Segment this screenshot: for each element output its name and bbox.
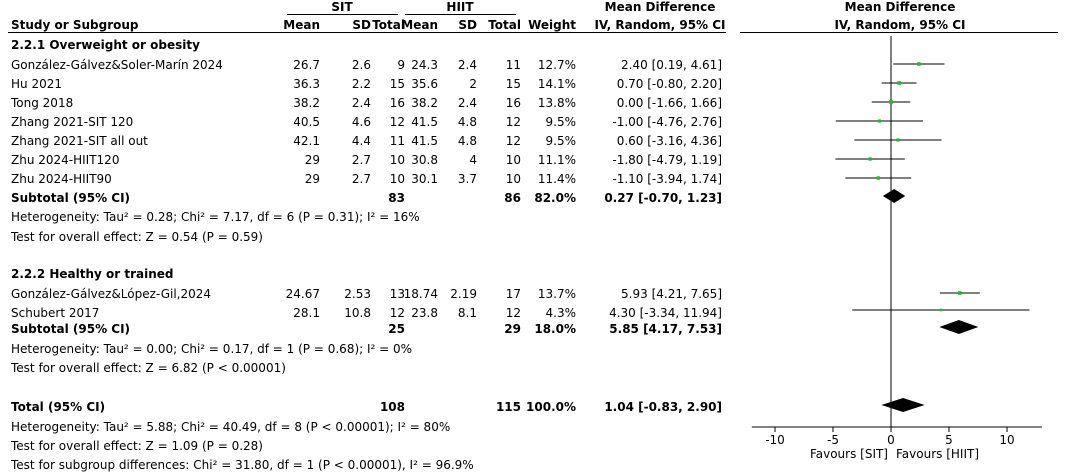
total-overall-effect-text: Test for overall effect: Z = 1.09 (P = 0.28) — [11, 439, 263, 453]
col-hiit-sd: SD — [458, 18, 477, 32]
subtotal-hiit-total: 29 — [504, 322, 521, 336]
sit-mean: 36.3 — [293, 77, 320, 91]
hiit-total: 11 — [505, 58, 521, 72]
sit-mean: 38.2 — [293, 96, 320, 110]
weight: 4.3% — [545, 306, 576, 320]
effect-ci: -1.80 [-4.79, 1.19] — [612, 153, 722, 167]
summary-diamond — [881, 398, 924, 412]
subtotal-ci: 0.27 [-0.70, 1.23] — [604, 191, 722, 205]
study-name: Zhang 2021-SIT 120 — [11, 115, 134, 129]
total-ci: 1.04 [-0.83, 2.90] — [604, 400, 722, 414]
subtotal-label: Subtotal (95% CI) — [11, 191, 131, 205]
subtotal-ci: 5.85 [4.17, 7.53] — [609, 322, 722, 336]
sit-mean: 42.1 — [293, 134, 320, 148]
effect-ci: 0.70 [-0.80, 2.20] — [616, 77, 722, 91]
study-name: Hu 2021 — [11, 77, 62, 91]
study-name: Zhu 2024-HIIT90 — [11, 172, 112, 186]
sit-mean: 40.5 — [293, 115, 320, 129]
hiit-sd: 2.19 — [450, 287, 477, 301]
study-marker — [868, 157, 871, 160]
sit-sd: 2.7 — [351, 153, 371, 167]
total-hiit-total: 115 — [495, 400, 521, 414]
x-tick-label: 0 — [887, 433, 895, 447]
hiit-mean: 23.8 — [411, 306, 438, 320]
study-marker — [878, 119, 881, 122]
hiit-total: 16 — [505, 96, 521, 110]
hiit-sd: 2 — [469, 77, 477, 91]
summary-diamond — [939, 320, 978, 334]
study-name: Tong 2018 — [11, 96, 74, 110]
sit-total: 15 — [389, 77, 405, 91]
hiit-sd: 3.7 — [457, 172, 477, 186]
study-name: González-Gálvez&López-Gil,2024 — [11, 287, 212, 301]
hiit-group-header: HIIT — [446, 0, 474, 14]
hiit-total: 12 — [505, 306, 521, 320]
subgroup-differences-text: Test for subgroup differences: Chi² = 31.80, df = 1 (P < 0.00001), I² = 96.9% — [11, 458, 474, 472]
plot-header-method: IV, Random, 95% CI — [834, 18, 966, 32]
heterogeneity-text: Heterogeneity: Tau² = 0.00; Chi² = 0.17, df = 1 (P = 0.68); I² = 0% — [11, 342, 413, 356]
x-tick-label: -10 — [765, 433, 785, 447]
hiit-mean: 30.1 — [411, 172, 438, 186]
sit-sd: 2.2 — [351, 77, 371, 91]
col-sit-total: Total — [372, 18, 405, 32]
effect-ci: 2.40 [0.19, 4.61] — [621, 58, 722, 72]
heterogeneity-text: Heterogeneity: Tau² = 0.28; Chi² = 7.17, df = 6 (P = 0.31); I² = 16% — [11, 210, 420, 224]
weight: 9.5% — [545, 115, 576, 129]
subtotal-weight: 18.0% — [534, 322, 576, 336]
hiit-mean: 24.3 — [411, 58, 438, 72]
subtotal-weight: 82.0% — [534, 191, 576, 205]
hiit-sd: 8.1 — [457, 306, 477, 320]
sit-sd: 4.6 — [351, 115, 371, 129]
hiit-total: 12 — [505, 134, 521, 148]
x-tick-label: 5 — [945, 433, 953, 447]
subtotal-sit-total: 83 — [388, 191, 405, 205]
sit-mean: 26.7 — [293, 58, 320, 72]
weight: 13.8% — [537, 96, 576, 110]
total-sit-total: 108 — [379, 400, 405, 414]
plot-header-title: Mean Difference — [844, 0, 956, 14]
study-marker — [940, 309, 943, 312]
study-marker — [889, 100, 893, 104]
sit-total: 11 — [389, 134, 405, 148]
study-marker — [917, 62, 921, 66]
hiit-total: 15 — [505, 77, 521, 91]
sit-sd: 10.8 — [344, 306, 371, 320]
effect-ci: 5.93 [4.21, 7.65] — [621, 287, 722, 301]
hiit-total: 10 — [505, 153, 521, 167]
weight: 14.1% — [537, 77, 576, 91]
sit-group-header: SIT — [331, 0, 353, 14]
group-label: 2.2.1 Overweight or obesity — [11, 38, 200, 52]
sit-total: 9 — [397, 58, 405, 72]
hiit-mean: 35.6 — [411, 77, 438, 91]
sit-total: 10 — [389, 153, 405, 167]
col-sit-sd: SD — [352, 18, 371, 32]
effect-ci: 4.30 [-3.34, 11.94] — [609, 306, 722, 320]
hiit-total: 10 — [505, 172, 521, 186]
sit-total: 12 — [389, 115, 405, 129]
hiit-sd: 2.4 — [457, 96, 477, 110]
col-sit-mean: Mean — [283, 18, 320, 32]
effect-ci: -1.10 [-3.94, 1.74] — [612, 172, 722, 186]
subtotal-hiit-total: 86 — [504, 191, 521, 205]
study-marker — [897, 81, 901, 85]
hiit-mean: 18.74 — [403, 287, 438, 301]
x-tick-label: -5 — [827, 433, 839, 447]
study-name: Schubert 2017 — [11, 306, 100, 320]
hiit-total: 12 — [505, 115, 521, 129]
hiit-sd: 4.8 — [457, 134, 477, 148]
overall-effect-text: Test for overall effect: Z = 0.54 (P = 0.59) — [11, 230, 263, 244]
hiit-sd: 4.8 — [457, 115, 477, 129]
sit-sd: 2.4 — [351, 96, 371, 110]
subtotal-sit-total: 25 — [388, 322, 405, 336]
weight: 9.5% — [545, 134, 576, 148]
subtotal-label: Subtotal (95% CI) — [11, 322, 131, 336]
summary-diamond — [883, 189, 905, 203]
sit-total: 12 — [389, 306, 405, 320]
sit-mean: 24.67 — [285, 287, 320, 301]
sit-sd: 2.53 — [344, 287, 371, 301]
total-heterogeneity-text: Heterogeneity: Tau² = 5.88; Chi² = 40.49, df = 8 (P < 0.00001); I² = 80% — [11, 420, 451, 434]
weight: 13.7% — [537, 287, 576, 301]
col-hiit-total: Total — [488, 18, 521, 32]
study-marker — [896, 138, 899, 141]
total-weight: 100.0% — [526, 400, 576, 414]
hiit-sd: 2.4 — [457, 58, 477, 72]
total-label: Total (95% CI) — [11, 400, 106, 414]
x-tick-label: 10 — [999, 433, 1015, 447]
effect-header-title: Mean Difference — [604, 0, 716, 14]
weight: 12.7% — [537, 58, 576, 72]
hiit-mean: 41.5 — [411, 134, 438, 148]
study-marker — [958, 291, 962, 295]
col-hiit-mean: Mean — [401, 18, 438, 32]
hiit-mean: 30.8 — [411, 153, 438, 167]
sit-mean: 28.1 — [293, 306, 320, 320]
study-name: Zhu 2024-HIIT120 — [11, 153, 120, 167]
effect-ci: 0.60 [-3.16, 4.36] — [616, 134, 722, 148]
effect-ci: -1.00 [-4.76, 2.76] — [612, 115, 722, 129]
favours-left-label: Favours [SIT] — [809, 447, 888, 461]
study-name: Zhang 2021-SIT all out — [11, 134, 148, 148]
weight: 11.1% — [537, 153, 576, 167]
hiit-sd: 4 — [469, 153, 477, 167]
sit-mean: 29 — [304, 172, 320, 186]
sit-total: 10 — [389, 172, 405, 186]
sit-total: 13 — [389, 287, 405, 301]
sit-total: 16 — [389, 96, 405, 110]
weight: 11.4% — [537, 172, 576, 186]
overall-effect-text: Test for overall effect: Z = 6.82 (P < 0.00001) — [11, 361, 286, 375]
effect-ci: 0.00 [-1.66, 1.66] — [616, 96, 722, 110]
study-marker — [877, 176, 880, 179]
sit-sd: 4.4 — [351, 134, 371, 148]
hiit-mean: 41.5 — [411, 115, 438, 129]
sit-sd: 2.7 — [351, 172, 371, 186]
study-name: González-Gálvez&Soler-Marín 2024 — [11, 58, 223, 72]
col-study-header: Study or Subgroup — [11, 18, 139, 32]
group-label: 2.2.2 Healthy or trained — [11, 267, 174, 281]
col-effect-method: IV, Random, 95% CI — [594, 18, 726, 32]
col-weight: Weight — [528, 18, 576, 32]
favours-right-label: Favours [HIIT] — [896, 447, 979, 461]
hiit-total: 17 — [505, 287, 521, 301]
hiit-mean: 38.2 — [411, 96, 438, 110]
sit-mean: 29 — [304, 153, 320, 167]
sit-sd: 2.6 — [351, 58, 371, 72]
